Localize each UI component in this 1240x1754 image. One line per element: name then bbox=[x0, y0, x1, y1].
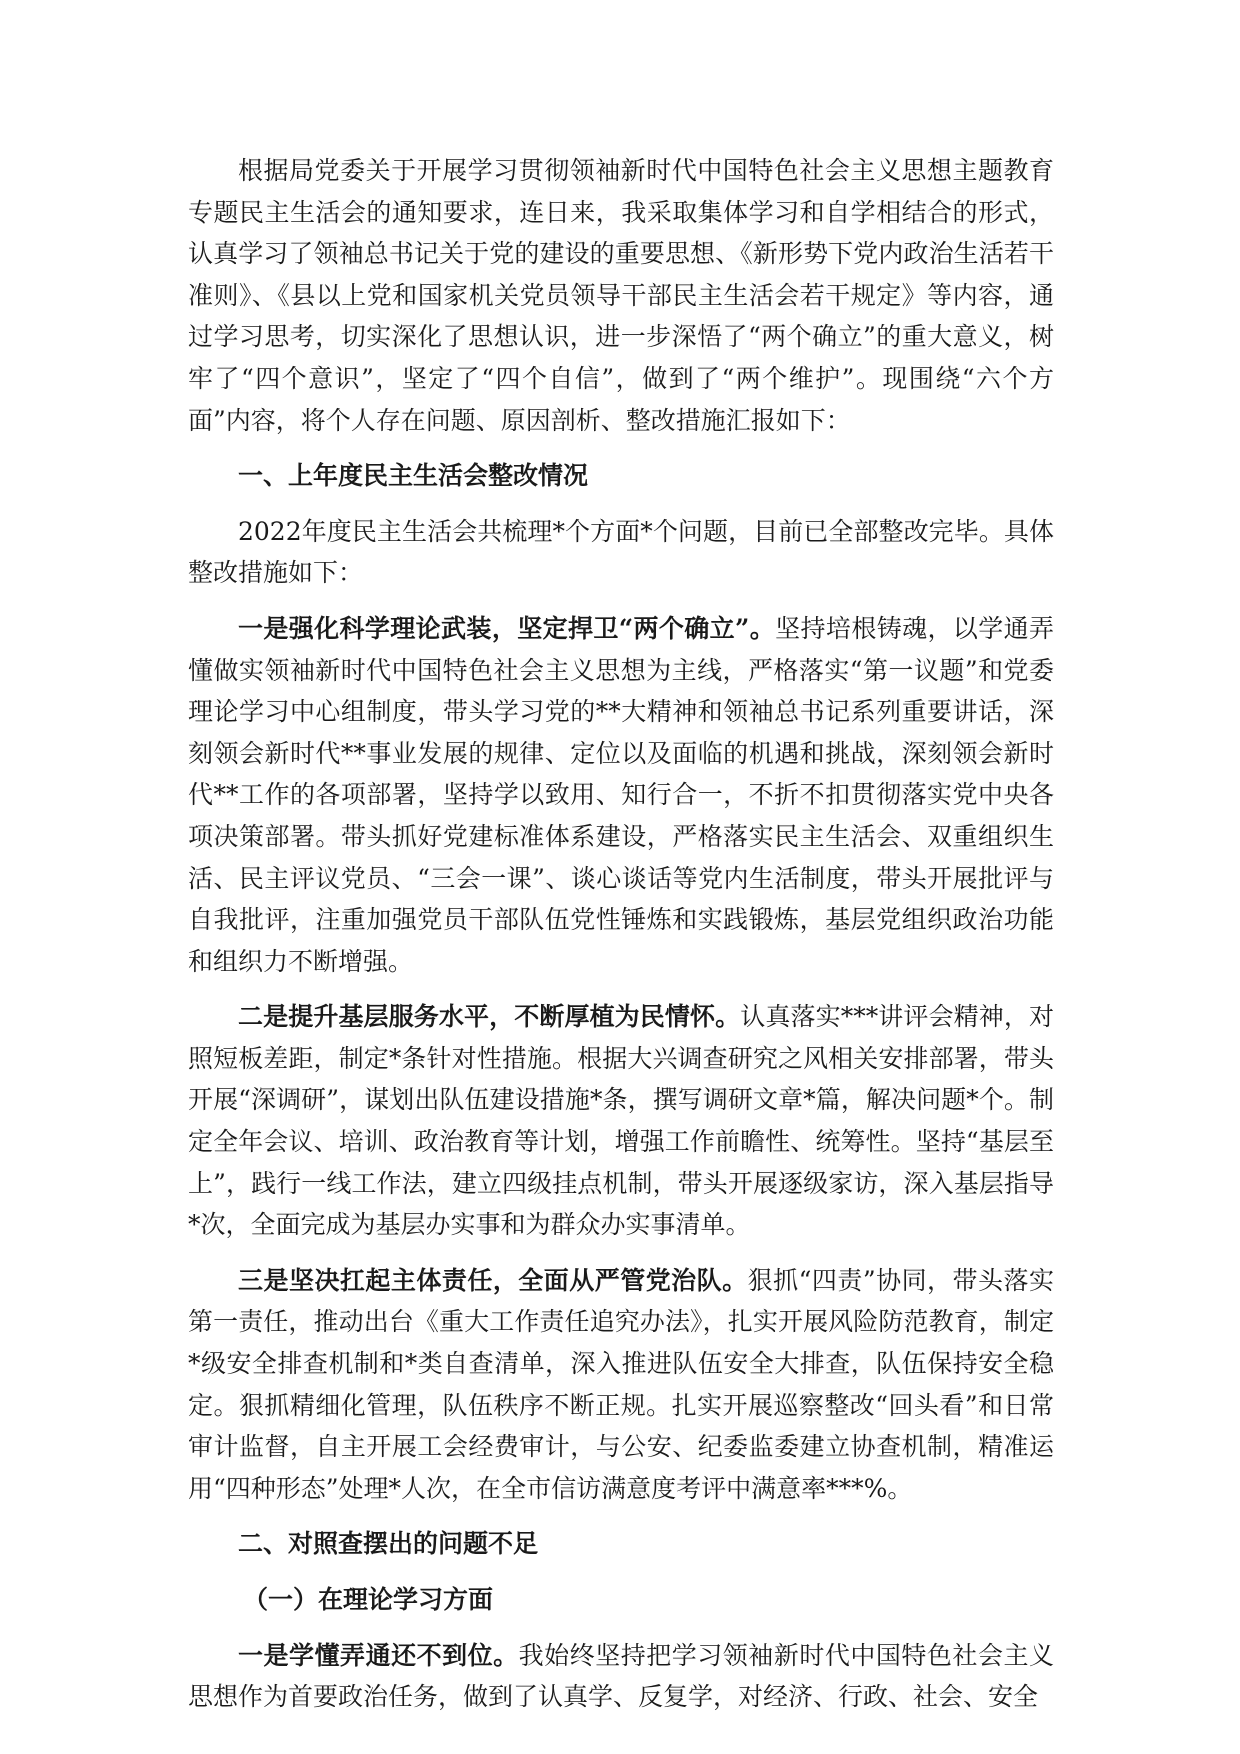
section-1-item-2 bbox=[188, 996, 1054, 1246]
item-lead: 一是学懂弄通还不到位。 bbox=[238, 1640, 519, 1670]
item-lead: 一是强化科学理论武装，坚定捍卫“两个确立”。 bbox=[238, 613, 776, 643]
item-body: 认真落实***讲评会精神，对照短板差距，制定*条针对性措施。根据大兴调查研究之风相关安排部署，带头开展“深调研”，谋划出队伍建设措施*条，撰写调研文章*篇，解决问题*个。制定全年会议、培训、政治教育等计划，增强工作前瞻性、统筹性。坚持“基层至上”，践行一线工作法，建立四级挂点机制，带头开展逐级家访，深入基层指导*次，全面完成为基层办实事和为群众办实事清单。 bbox=[188, 1002, 1054, 1240]
section-2-heading: 二、对照查摆出的问题不足 bbox=[238, 1529, 539, 1559]
section-1-item-3 bbox=[188, 1260, 1054, 1510]
item-body: 狠抓“四责”协同，带头落实第一责任，推动出台《重大工作责任追究办法》，扎实开展风险防范教育，制定*级安全排查机制和*类自查清单，深入推进队伍安全大排查，队伍保持安全稳定。狠抓精细化管理，队伍秩序不断正规。扎实开展巡察整改“回头看”和日常审计监督，自主开展工会经费审计，与公安、纪委监委建立协查机制，精准运用“四种形态”处理*人次，在全市信访满意度考评中满意率***%。 bbox=[188, 1265, 1054, 1503]
section-2-sub-1-heading: （一）在理论学习方面 bbox=[243, 1585, 494, 1614]
item-body: 坚持培根铸魂，以学通弄懂做实领袖新时代中国特色社会主义思想为主线，严格落实“第一议题”和党委理论学习中心组制度，带头学习党的**大精神和领袖总书记系列重要讲话，深刻领会新时代**事业发展的规律、定位以及面临的机遇和挑战，深刻领会新时代**工作的各项部署，坚持学以致用、知行合一，不折不扣贯彻落实党中央各项决策部署。带头抓好党建标准体系建设，严格落实民主生活会、双重组织生活、民主评议党员、“三会一课”、谈心谈话等党内生活制度，带头开展批评与自我批评，注重加强党员干部队伍党性锤炼和实践锻炼，基层党组织政治功能和组织力不断增强。 bbox=[188, 613, 1054, 976]
section-1-heading: 一、上年度民主生活会整改情况 bbox=[238, 461, 589, 491]
section-2-sub-1-item-1 bbox=[188, 1635, 1054, 1718]
section-1-item-1 bbox=[188, 608, 1054, 982]
intro-paragraph: 根据局党委关于开展学习贯彻领袖新时代中国特色社会主义思想主题教育专题民主生活会的通知要求，连日来，我采取集体学习和自学相结合的形式，认真学习了领袖总书记关于党的建设的重要思想、《新形势下党内政治生活若干准则》、《县以上党和国家机关党员领导干部民主生活会若干规定》等内容，通过学习思考，切实深化了思想认识，进一步深悟了“两个确立”的重大意义，树牢了“四个意识”，坚定了“四个自信”，做到了“两个维护”。现围绕“六个方面”内容，将个人存在问题、原因剖析、整改措施汇报如下： bbox=[188, 156, 1054, 435]
document-body bbox=[188, 150, 1054, 1732]
item-lead: 二是提升基层服务水平，不断厚植为民情怀。 bbox=[238, 1002, 741, 1032]
section-1-summary: 2022年度民主生活会共梳理*个方面*个问题，目前已全部整改完毕。具体整改措施如下： bbox=[188, 516, 1054, 588]
item-lead: 三是坚决扛起主体责任，全面从严管党治队。 bbox=[238, 1265, 748, 1295]
item-body: 我始终坚持把学习领袖新时代中国特色社会主义思想作为首要政治任务，做到了认真学、反复学，对经济、行政、社会、安全 bbox=[188, 1640, 1054, 1712]
